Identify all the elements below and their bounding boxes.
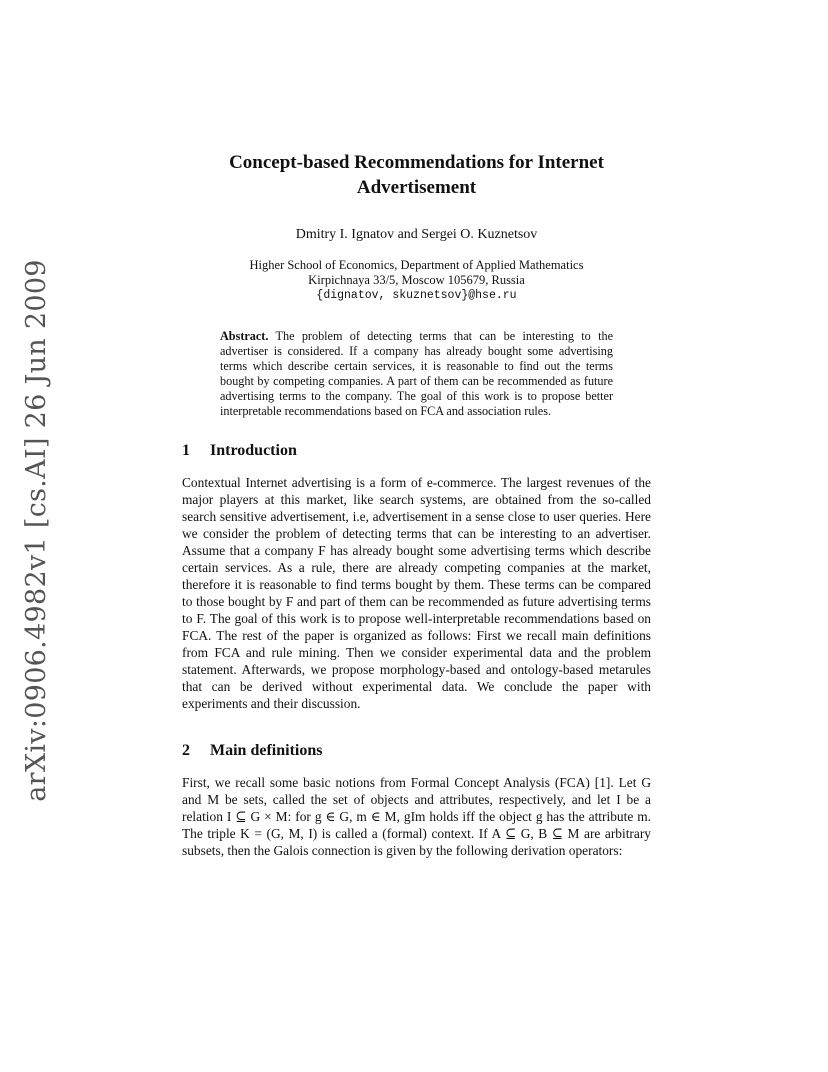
section-number: 2 xyxy=(182,742,190,759)
abstract xyxy=(220,329,613,419)
section-paragraph: Contextual Internet advertising is a form of e-commerce. The largest revenues of the major players at this market, like search systems, are obtained from the so-called search sensitive advertisement, i.e, advertisement in a sense close to user queries. Here we consider the problem of detecting terms that can be interesting to an advertiser. Assume that a company F has already bought some advertising terms which describe certain services. As a rule, there are already competing companies at the market, therefore it is reasonable to find terms bought by them. These terms can be compared to those bought by F and part of them can be recommended as future advertising terms to F. The goal of this work is to propose well-interpretable recommendations based on FCA. The rest of the paper is organized as follows: First we recall main definitions from FCA and rule mining. Then we consider experimental data and the problem statement. Afterwards, we propose morphology-based and ontology-based metarules that can be derived without experimental data. We conclude the paper with experiments and their discussion. xyxy=(182,475,651,711)
section-title: Main definitions xyxy=(210,742,323,759)
paper-page xyxy=(182,150,651,859)
affiliation-institution: Higher School of Economics, Department of Applied Mathematics xyxy=(249,258,584,272)
abstract-label: Abstract. xyxy=(220,329,269,343)
arxiv-identifier-stamp xyxy=(14,258,58,802)
title-line-2: Advertisement xyxy=(356,177,477,198)
affiliation-address: Kirpichnaya 33/5, Moscow 105679, Russia xyxy=(308,273,525,287)
section-main-definitions xyxy=(182,742,651,859)
title-line-1: Concept-based Recommendations for Internet xyxy=(229,152,604,173)
section-introduction xyxy=(182,442,651,712)
paper-title xyxy=(182,150,651,200)
section-title: Introduction xyxy=(210,442,297,459)
abstract-text: The problem of detecting terms that can be interesting to the advertiser is considered. If a company has already bought some advertising terms which describe certain services, it is reasonable to find out the terms bought by competing companies. A part of them can be recommended as future advertising terms to the company. The goal of this work is to propose better interpretable recommendations based on FCA and association rules. xyxy=(220,329,613,418)
arxiv-id-text: arXiv:0906.4982v1 [cs.AI] 26 Jun 2009 xyxy=(20,258,52,802)
section-paragraph: First, we recall some basic notions from Formal Concept Analysis (FCA) [1]. Let G and M be sets, called the set of objects and attributes, respectively, and let I be a relation I ⊆ G × M: for g ∈ G, m ∈ M, gIm holds iff the object g has the attribute m. The triple K = (G, M, I) is called a (formal) context. If A ⊆ G, B ⊆ M are arbitrary subsets, then the Galois connection is given by the following derivation operators: xyxy=(182,775,651,858)
section-heading xyxy=(182,742,651,760)
author-email: {dignatov, skuznetsov}@hse.ru xyxy=(316,289,517,302)
author-list: Dmitry I. Ignatov and Sergei O. Kuznetsov xyxy=(295,227,538,242)
affiliation-block xyxy=(182,258,651,303)
section-heading xyxy=(182,442,651,460)
section-number: 1 xyxy=(182,442,190,459)
